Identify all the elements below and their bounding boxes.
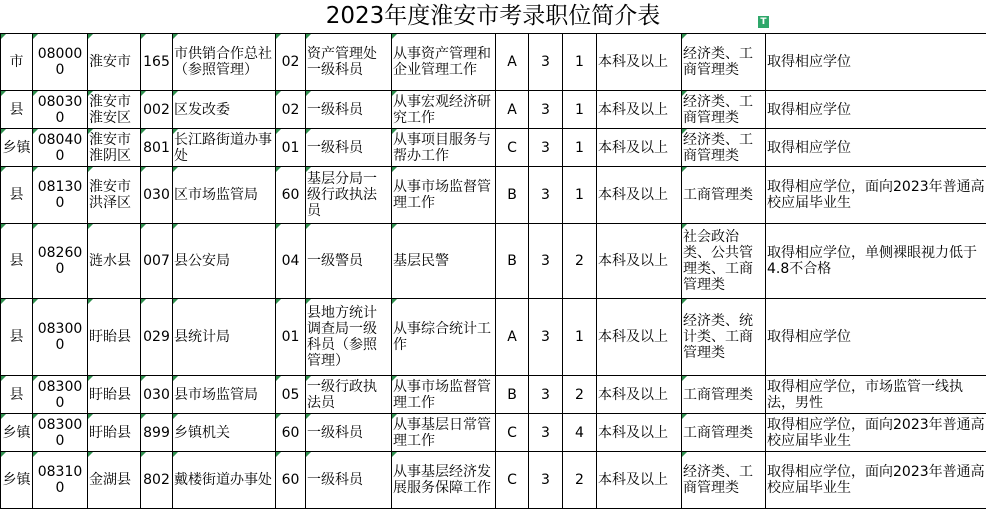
cell-type[interactable]: C bbox=[496, 414, 529, 452]
cell-pos-code[interactable]: 60 bbox=[276, 452, 306, 509]
table-row bbox=[1, 129, 986, 167]
cell-type[interactable]: C bbox=[496, 129, 529, 167]
cell-unit[interactable]: 戴楼街道办事处 bbox=[173, 452, 276, 509]
cell-ratio[interactable]: 3 bbox=[529, 167, 563, 224]
cell-code[interactable]: 080400 bbox=[33, 129, 88, 167]
cell-pos-code[interactable]: 05 bbox=[276, 376, 306, 414]
cell-unit[interactable]: 县公安局 bbox=[173, 224, 276, 299]
cell-major[interactable]: 社会政治类、公共管理类、工商管理类 bbox=[682, 224, 766, 299]
table-row bbox=[1, 299, 986, 376]
cell-pos-code[interactable]: 01 bbox=[276, 299, 306, 376]
cell-count[interactable]: 1 bbox=[563, 129, 597, 167]
cell-other[interactable]: 取得相应学位，面向2023年普通高校应届毕业生 bbox=[766, 167, 986, 224]
cell-count[interactable]: 2 bbox=[563, 452, 597, 509]
cell-position[interactable]: 一级警员 bbox=[306, 224, 392, 299]
cell-level[interactable]: 市 bbox=[1, 34, 33, 91]
cell-region[interactable]: 淮安市 bbox=[88, 34, 141, 91]
cell-region[interactable]: 盱眙县 bbox=[88, 299, 141, 376]
cell-position[interactable]: 一级科员 bbox=[306, 129, 392, 167]
page-title bbox=[0, 0, 986, 33]
cell-unit-code[interactable]: 030 bbox=[141, 376, 173, 414]
cell-level[interactable]: 县 bbox=[1, 299, 33, 376]
cell-edu[interactable]: 本科及以上 bbox=[597, 299, 682, 376]
cell-major[interactable]: 经济类、工商管理类 bbox=[682, 452, 766, 509]
filter-flag-icon[interactable]: T bbox=[758, 16, 769, 28]
cell-other[interactable]: 取得相应学位 bbox=[766, 34, 986, 91]
cell-edu[interactable]: 本科及以上 bbox=[597, 167, 682, 224]
cell-unit[interactable]: 市供销合作总社（参照管理） bbox=[173, 34, 276, 91]
cell-unit[interactable]: 长江路街道办事处 bbox=[173, 129, 276, 167]
cell-edu[interactable]: 本科及以上 bbox=[597, 91, 682, 129]
cell-code[interactable]: 083000 bbox=[33, 414, 88, 452]
cell-unit-code[interactable]: 030 bbox=[141, 167, 173, 224]
cell-count[interactable]: 1 bbox=[563, 34, 597, 91]
cell-position[interactable]: 县地方统计调查局一级科员（参照管理） bbox=[306, 299, 392, 376]
cell-major[interactable]: 工商管理类 bbox=[682, 414, 766, 452]
cell-edu[interactable]: 本科及以上 bbox=[597, 34, 682, 91]
cell-ratio[interactable]: 3 bbox=[529, 414, 563, 452]
cell-desc[interactable]: 基层民警 bbox=[392, 224, 496, 299]
cell-desc[interactable]: 从事市场监督管理工作 bbox=[392, 376, 496, 414]
cell-type[interactable]: B bbox=[496, 376, 529, 414]
cell-region[interactable]: 淮安市淮阴区 bbox=[88, 129, 141, 167]
cell-pos-code[interactable]: 02 bbox=[276, 91, 306, 129]
title-text: 2023年度淮安市考录职位简介表 bbox=[326, 3, 661, 29]
cell-desc[interactable]: 从事项目服务与帮办工作 bbox=[392, 129, 496, 167]
cell-code[interactable]: 082600 bbox=[33, 224, 88, 299]
cell-level[interactable]: 乡镇 bbox=[1, 452, 33, 509]
cell-position[interactable]: 一级科员 bbox=[306, 414, 392, 452]
cell-unit[interactable]: 县统计局 bbox=[173, 299, 276, 376]
cell-other[interactable]: 取得相应学位，面向2023年普通高校应届毕业生 bbox=[766, 414, 986, 452]
cell-count[interactable]: 2 bbox=[563, 376, 597, 414]
cell-unit-code[interactable]: 029 bbox=[141, 299, 173, 376]
cell-region[interactable]: 金湖县 bbox=[88, 452, 141, 509]
cell-region[interactable]: 涟水县 bbox=[88, 224, 141, 299]
cell-ratio[interactable]: 3 bbox=[529, 34, 563, 91]
cell-pos-code[interactable]: 04 bbox=[276, 224, 306, 299]
cell-region[interactable]: 盱眙县 bbox=[88, 376, 141, 414]
cell-desc[interactable]: 从事基层日常管理工作 bbox=[392, 414, 496, 452]
cell-level[interactable]: 县 bbox=[1, 376, 33, 414]
cell-region[interactable]: 淮安市淮安区 bbox=[88, 91, 141, 129]
cell-edu[interactable]: 本科及以上 bbox=[597, 224, 682, 299]
positions-table bbox=[0, 33, 986, 509]
cell-type[interactable]: B bbox=[496, 167, 529, 224]
cell-ratio[interactable]: 3 bbox=[529, 129, 563, 167]
cell-count[interactable]: 1 bbox=[563, 91, 597, 129]
cell-ratio[interactable]: 3 bbox=[529, 376, 563, 414]
cell-code[interactable]: 083000 bbox=[33, 299, 88, 376]
cell-other[interactable]: 取得相应学位 bbox=[766, 299, 986, 376]
cell-region[interactable]: 盱眙县 bbox=[88, 414, 141, 452]
cell-pos-code[interactable]: 60 bbox=[276, 167, 306, 224]
cell-level[interactable]: 县 bbox=[1, 224, 33, 299]
cell-region[interactable]: 淮安市洪泽区 bbox=[88, 167, 141, 224]
cell-other[interactable]: 取得相应学位 bbox=[766, 129, 986, 167]
cell-edu[interactable]: 本科及以上 bbox=[597, 452, 682, 509]
table-row bbox=[1, 452, 986, 509]
cell-code[interactable]: 080300 bbox=[33, 91, 88, 129]
cell-unit-code[interactable]: 002 bbox=[141, 91, 173, 129]
cell-unit[interactable]: 乡镇机关 bbox=[173, 414, 276, 452]
cell-other[interactable]: 取得相应学位，市场监管一线执法，男性 bbox=[766, 376, 986, 414]
cell-unit[interactable]: 区市场监管局 bbox=[173, 167, 276, 224]
cell-other[interactable]: 取得相应学位，单侧裸眼视力低于4.8不合格 bbox=[766, 224, 986, 299]
cell-count[interactable]: 1 bbox=[563, 167, 597, 224]
cell-level[interactable]: 县 bbox=[1, 167, 33, 224]
cell-type[interactable]: B bbox=[496, 224, 529, 299]
table-row bbox=[1, 414, 986, 452]
cell-other[interactable]: 取得相应学位，面向2023年普通高校应届毕业生 bbox=[766, 452, 986, 509]
cell-unit-code[interactable]: 165 bbox=[141, 34, 173, 91]
cell-type[interactable]: C bbox=[496, 452, 529, 509]
cell-level[interactable]: 县 bbox=[1, 91, 33, 129]
cell-desc[interactable]: 从事宏观经济研究工作 bbox=[392, 91, 496, 129]
cell-pos-code[interactable]: 02 bbox=[276, 34, 306, 91]
cell-major[interactable]: 经济类、工商管理类 bbox=[682, 34, 766, 91]
cell-desc[interactable]: 从事综合统计工作 bbox=[392, 299, 496, 376]
cell-code[interactable]: 081300 bbox=[33, 167, 88, 224]
cell-code[interactable]: 080000 bbox=[33, 34, 88, 91]
cell-count[interactable]: 4 bbox=[563, 414, 597, 452]
cell-ratio[interactable]: 3 bbox=[529, 299, 563, 376]
cell-level[interactable]: 乡镇 bbox=[1, 129, 33, 167]
cell-edu[interactable]: 本科及以上 bbox=[597, 376, 682, 414]
table-row bbox=[1, 224, 986, 299]
cell-type[interactable]: A bbox=[496, 91, 529, 129]
cell-code[interactable]: 083100 bbox=[33, 452, 88, 509]
cell-desc[interactable]: 从事资产管理和企业管理工作 bbox=[392, 34, 496, 91]
table-row bbox=[1, 34, 986, 91]
cell-type[interactable]: A bbox=[496, 299, 529, 376]
cell-edu[interactable]: 本科及以上 bbox=[597, 129, 682, 167]
cell-position[interactable]: 一级科员 bbox=[306, 452, 392, 509]
cell-unit-code[interactable]: 802 bbox=[141, 452, 173, 509]
cell-major[interactable]: 经济类、工商管理类 bbox=[682, 91, 766, 129]
cell-desc[interactable]: 从事基层经济发展服务保障工作 bbox=[392, 452, 496, 509]
cell-other[interactable]: 取得相应学位 bbox=[766, 91, 986, 129]
cell-desc[interactable]: 从事市场监督管理工作 bbox=[392, 167, 496, 224]
cell-position[interactable]: 资产管理处一级科员 bbox=[306, 34, 392, 91]
cell-position[interactable]: 一级行政执法员 bbox=[306, 376, 392, 414]
cell-level[interactable]: 乡镇 bbox=[1, 414, 33, 452]
cell-ratio[interactable]: 3 bbox=[529, 452, 563, 509]
cell-position[interactable]: 基层分局一级行政执法员 bbox=[306, 167, 392, 224]
cell-edu[interactable]: 本科及以上 bbox=[597, 414, 682, 452]
cell-count[interactable]: 1 bbox=[563, 299, 597, 376]
cell-count[interactable]: 2 bbox=[563, 224, 597, 299]
cell-ratio[interactable]: 3 bbox=[529, 224, 563, 299]
cell-major[interactable]: 经济类、统计类、工商管理类 bbox=[682, 299, 766, 376]
cell-code[interactable]: 083000 bbox=[33, 376, 88, 414]
cell-unit[interactable]: 区发改委 bbox=[173, 91, 276, 129]
table-row bbox=[1, 91, 986, 129]
cell-pos-code[interactable]: 60 bbox=[276, 414, 306, 452]
cell-major[interactable]: 工商管理类 bbox=[682, 167, 766, 224]
cell-pos-code[interactable]: 01 bbox=[276, 129, 306, 167]
cell-position[interactable]: 一级科员 bbox=[306, 91, 392, 129]
cell-unit[interactable]: 县市场监管局 bbox=[173, 376, 276, 414]
cell-unit-code[interactable]: 801 bbox=[141, 129, 173, 167]
cell-unit-code[interactable]: 899 bbox=[141, 414, 173, 452]
table-row bbox=[1, 167, 986, 224]
cell-ratio[interactable]: 3 bbox=[529, 91, 563, 129]
cell-type[interactable]: A bbox=[496, 34, 529, 91]
cell-major[interactable]: 工商管理类 bbox=[682, 376, 766, 414]
table-row bbox=[1, 376, 986, 414]
cell-major[interactable]: 经济类、工商管理类 bbox=[682, 129, 766, 167]
cell-unit-code[interactable]: 007 bbox=[141, 224, 173, 299]
